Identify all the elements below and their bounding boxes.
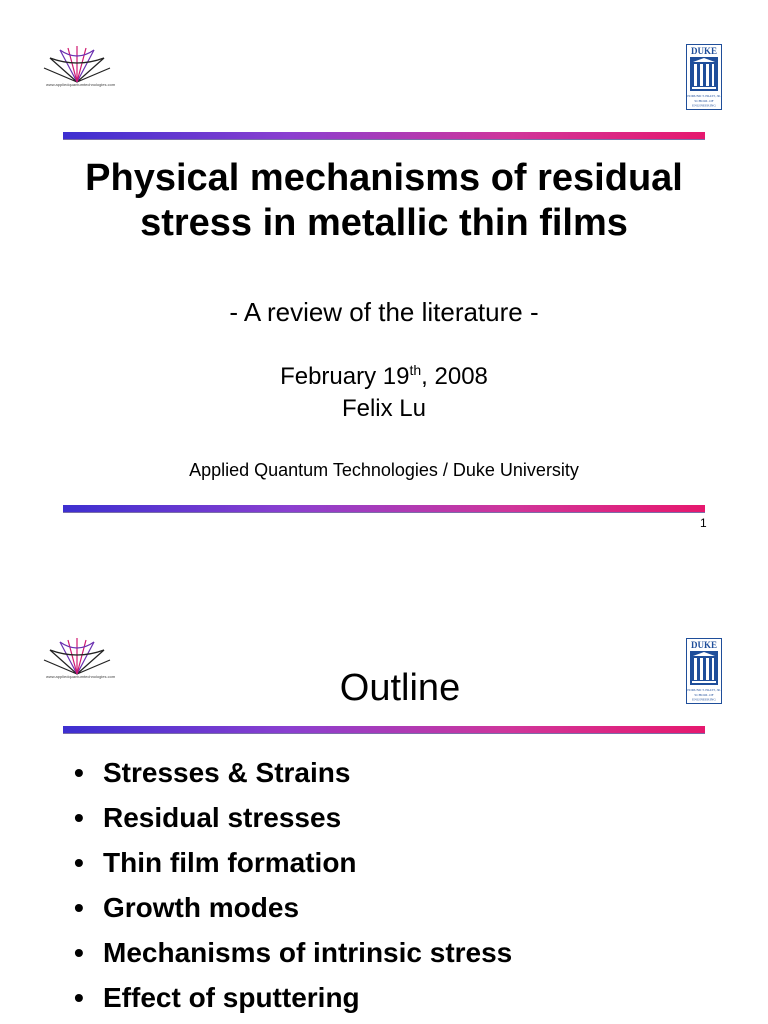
svg-text:SCHOOL OF: SCHOOL OF <box>694 99 714 103</box>
presentation-date <box>60 362 708 392</box>
list-item: • Thin film formation <box>74 840 512 885</box>
slide-subtitle: - A review of the literature - <box>229 297 539 327</box>
bullet-icon: • <box>74 982 84 1013</box>
date-suffix: th <box>409 362 422 378</box>
date-year: , 2008 <box>421 363 488 390</box>
svg-text:ENGINEERING: ENGINEERING <box>692 697 716 702</box>
outline-list <box>74 750 512 1020</box>
bullet-icon: • <box>74 892 84 923</box>
svg-text:DUKE: DUKE <box>690 640 718 650</box>
svg-text:EDMUND T. PRATT, JR.: EDMUND T. PRATT, JR. <box>687 94 721 98</box>
list-item: • Mechanisms of intrinsic stress <box>74 930 512 975</box>
bullet-icon: • <box>74 937 84 968</box>
outline-title: Outline <box>339 667 461 709</box>
gradient-divider-bottom <box>63 505 705 512</box>
aqt-url-text: www.appliedquantumtechnologies.com <box>46 82 116 87</box>
bullet-icon: • <box>74 802 84 833</box>
list-item: • Stresses & Strains <box>74 750 512 795</box>
gradient-divider <box>63 726 705 733</box>
page-number: 1 <box>700 516 707 530</box>
duke-logo <box>686 44 722 110</box>
svg-text:EDMUND T. PRATT, JR.: EDMUND T. PRATT, JR. <box>687 688 721 692</box>
list-item: • Residual stresses <box>74 795 512 840</box>
slide-title: Physical mechanisms of residual stress in metallic thin films <box>85 157 683 244</box>
svg-text:ENGINEERING: ENGINEERING <box>692 103 716 108</box>
slide-2 <box>0 600 768 1024</box>
aqt-url-text: www.appliedquantumtechnologies.com <box>46 674 116 679</box>
affiliation: Applied Quantum Technologies / Duke University <box>189 460 579 480</box>
svg-text:DUKE: DUKE <box>690 46 718 56</box>
bullet-icon: • <box>74 847 84 878</box>
bullet-icon: • <box>74 757 84 788</box>
svg-text:SCHOOL OF: SCHOOL OF <box>694 693 714 697</box>
author-name: Felix Lu <box>341 395 427 422</box>
duke-logo <box>686 638 722 704</box>
date-month-day: February 19 <box>280 363 410 390</box>
gradient-divider-top <box>63 132 705 139</box>
list-item: • Growth modes <box>74 885 512 930</box>
list-item: • Effect of sputtering <box>74 975 512 1020</box>
